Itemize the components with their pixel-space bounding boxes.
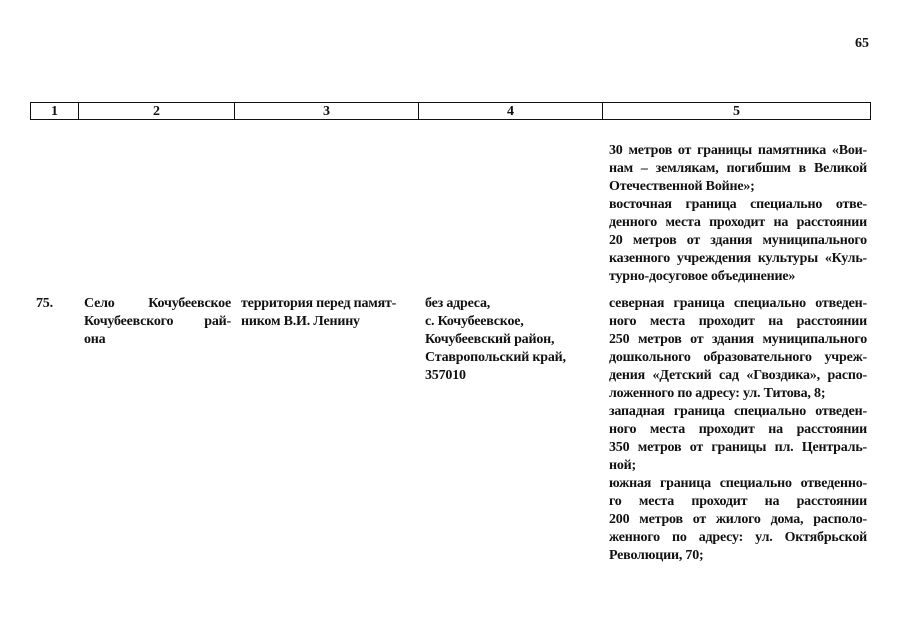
location-description bbox=[241, 295, 416, 331]
column-header-1: 1 bbox=[31, 103, 79, 120]
column-header-table bbox=[30, 102, 871, 120]
text-line: ложенного по адресу: ул. Титова, 8; bbox=[609, 386, 826, 401]
text-line: казенного учреждения культуры «Куль- bbox=[609, 251, 867, 266]
text-line: 75. bbox=[36, 296, 53, 311]
text-line: ного места проходит на расстоянии bbox=[609, 314, 867, 329]
text-line: Ставропольский край, bbox=[425, 350, 566, 365]
text-line: Кочубеевский район, bbox=[425, 332, 555, 347]
row-number bbox=[36, 295, 76, 313]
text-line: территория перед памят- bbox=[241, 296, 397, 311]
address bbox=[425, 295, 595, 385]
text-line: 20 метров от здания муниципального bbox=[609, 233, 867, 248]
text-line: женного по адресу: ул. Октябрьской bbox=[609, 530, 867, 545]
text-line: нам – землякам, погибшим в Великой bbox=[609, 161, 867, 176]
column-header-3: 3 bbox=[235, 103, 419, 120]
settlement-name bbox=[84, 295, 231, 349]
text-line: северная граница специально отведен- bbox=[609, 296, 867, 311]
text-line: 250 метров от здания муниципального bbox=[609, 332, 867, 347]
text-line: дошкольного образовательного учреж- bbox=[609, 350, 867, 365]
text-line: она bbox=[84, 332, 106, 347]
text-line: ной; bbox=[609, 458, 636, 473]
text-line: западная граница специально отведен- bbox=[609, 404, 867, 419]
text-line: ного места проходит на расстоянии bbox=[609, 422, 867, 437]
text-line: 357010 bbox=[425, 368, 466, 383]
text-line: турно-досуговое объединение» bbox=[609, 269, 796, 284]
text-line: с. Кочубеевское, bbox=[425, 314, 524, 329]
text-line: восточная граница специально отве- bbox=[609, 197, 867, 212]
text-line: 350 метров от границы пл. Централь- bbox=[609, 440, 867, 455]
text-line: без адреса, bbox=[425, 296, 491, 311]
text-line: дения «Детский сад «Гвоздика», распо- bbox=[609, 368, 867, 383]
text-line: Революции, 70; bbox=[609, 548, 704, 563]
text-line: го места проходит на расстоянии bbox=[609, 494, 867, 509]
column-header-5: 5 bbox=[603, 103, 871, 120]
text-line: денного места проходит на расстоянии bbox=[609, 215, 867, 230]
continuation-col5-text bbox=[609, 142, 867, 286]
column-header-4: 4 bbox=[419, 103, 603, 120]
column-header-row bbox=[31, 103, 871, 120]
text-line: ником В.И. Ленину bbox=[241, 314, 360, 329]
boundary-description bbox=[609, 295, 867, 565]
text-line: южная граница специально отведенно- bbox=[609, 476, 867, 491]
text-line: 30 метров от границы памятника «Вои- bbox=[609, 143, 867, 158]
page-number: 65 bbox=[855, 36, 869, 51]
text-line: 200 метров от жилого дома, располо- bbox=[609, 512, 867, 527]
text-line: Кочубеевского рай- bbox=[84, 314, 231, 329]
column-header-2: 2 bbox=[79, 103, 235, 120]
text-line: Отечественной Войне»; bbox=[609, 179, 755, 194]
text-line: Село Кочубеевское bbox=[84, 296, 231, 311]
